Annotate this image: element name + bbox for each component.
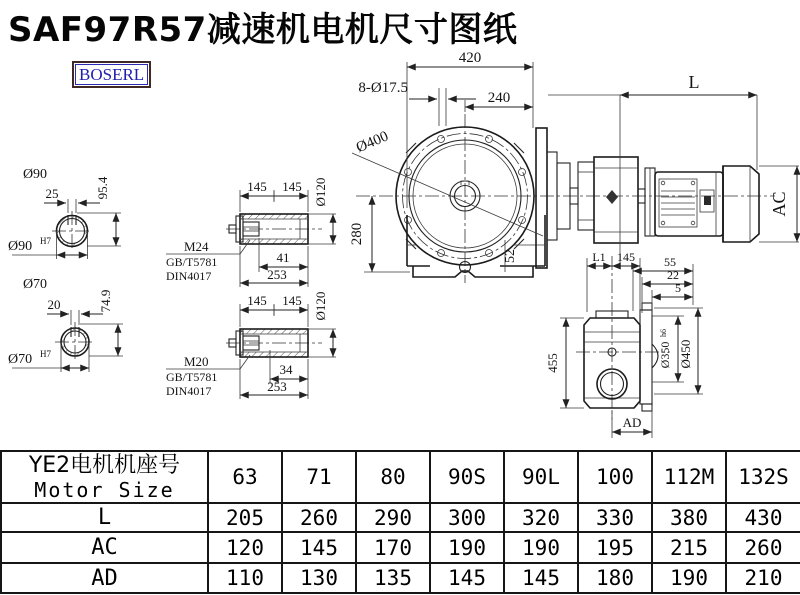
column-header: 100 [578,451,652,503]
section-90-label: Ø90 [22,167,48,182]
thread-label-m20: M20 [184,354,209,369]
table-cell: 195 [578,532,652,563]
dim-420 [407,50,533,208]
table-cell: 205 [208,503,282,532]
table-cell: 430 [726,503,800,532]
header-label-en: Motor Size [34,477,175,502]
dim-label-55: 55 [664,255,676,269]
table-row-AC [1,532,800,563]
column-header: 90S [430,451,504,503]
dim-label-450: Ø450 [678,339,693,369]
vent-plug-symbol [606,190,618,204]
dim-label-90H7-tolerance: H7 [40,236,51,246]
dim-label-95-4: 95.4 [95,176,110,200]
column-header: 80 [356,451,430,503]
shaft-section-70 [8,277,123,372]
table-cell: 190 [430,532,504,563]
dim-280 [349,196,410,272]
dim-AC [759,166,799,242]
dim-label-h2-253: 253 [267,379,287,394]
dim-455 [545,318,584,408]
row-label: AD [1,563,208,593]
dim-label-52: 52 [503,249,518,263]
side-view [584,303,658,411]
table-cell: 120 [208,532,282,563]
motor-nameplate [704,196,711,205]
table-cell: 300 [430,503,504,532]
dim-label-455: 455 [545,353,560,373]
table-cell: 170 [356,532,430,563]
dim-label-h1-120: Ø120 [313,177,328,207]
table-cell: 110 [208,563,282,593]
dim-label-bolt-holes: 8-Ø17.5 [358,80,408,96]
dim-label-h2-145a: 145 [247,293,267,308]
dim-label-L1: L1 [592,250,606,264]
dim-label-h2-120: Ø120 [313,291,328,321]
table-cell: 180 [578,563,652,593]
column-header: 63 [208,451,282,503]
dim-label-400: Ø400 [353,128,391,157]
dim-label-280: 280 [349,222,365,246]
standard-label-gb-1: GB/T5781 [166,255,218,269]
header-label-cn: YE2电机机座号 [28,452,181,478]
table-cell: 260 [726,532,800,563]
column-header: 90L [504,451,578,503]
dim-label-h2-145b: 145 [282,293,302,308]
dim-flange-diameter [352,128,543,236]
front-view [396,127,545,277]
dim-label-34: 34 [279,362,293,377]
standard-label-din-1: DIN4017 [166,269,212,283]
shaft-section-90 [8,167,121,259]
table-row-L [1,503,800,532]
table-cell: 260 [282,503,356,532]
dim-label-h1-253: 253 [267,267,287,282]
dim-label-41: 41 [276,250,290,265]
table-cell: 330 [578,503,652,532]
dim-label-5: 5 [675,281,681,295]
dim-label-key-25: 25 [45,186,59,201]
dim-label-350-tolerance: h6 [659,329,668,337]
dim-label-AC: AC [769,191,789,217]
dim-label-350: Ø350 [658,341,672,369]
standard-label-gb-2: GB/T5781 [166,370,218,384]
brand-logo-text: BOSERL [75,64,148,85]
dim-bolt-holes [358,80,476,126]
hollow-shaft-m24 [166,178,336,287]
dim-label-420: 420 [458,50,482,66]
row-label: L [1,503,208,532]
motor-size-table [0,450,800,594]
standard-label-din-2: DIN4017 [166,384,212,398]
table-header-row [1,451,800,503]
column-header: 112M [652,451,726,503]
dim-240 [465,90,533,112]
table-cell: 380 [652,503,726,532]
table-cell: 135 [356,563,430,593]
table-cell: 190 [652,563,726,593]
dim-label-22: 22 [667,268,679,282]
dim-L [548,72,757,266]
table-cell: 290 [356,503,430,532]
thread-label-m24: M24 [184,239,209,254]
table-cell: 210 [726,563,800,593]
dim-label-L: L [688,72,700,92]
hollow-shaft-m20 [166,292,336,399]
page-title: SAF97R57减速机电机尺寸图纸 [8,10,518,50]
table-row-AD [1,563,800,593]
dim-label-h1-145a: 145 [247,179,267,194]
dim-label-240: 240 [487,90,511,106]
section-70-label: Ø70 [22,277,48,292]
dim-label-key-20: 20 [47,297,61,312]
dim-label-70H7: Ø70 [8,352,33,367]
row-label: AC [1,532,208,563]
column-header: 132S [726,451,800,503]
table-header-motor-size [1,451,208,503]
dim-label-70H7-tolerance: H7 [40,349,51,359]
motor-view [645,166,759,242]
dim-label-145-motor: 145 [617,250,635,264]
table-cell: 215 [652,532,726,563]
adapter-stage [536,128,645,268]
table-cell: 145 [282,532,356,563]
table-cell: 320 [504,503,578,532]
table-cell: 145 [430,563,504,593]
table-cell: 130 [282,563,356,593]
dim-chain [587,250,693,315]
dim-label-90H7: Ø90 [8,239,33,254]
dim-label-74-9: 74.9 [98,289,113,313]
column-header: 71 [282,451,356,503]
dim-label-AD: AD [622,415,642,430]
spec-table-wrap [0,450,800,594]
dim-label-h1-145b: 145 [282,179,302,194]
table-cell: 190 [504,532,578,563]
table-cell: 145 [504,563,578,593]
